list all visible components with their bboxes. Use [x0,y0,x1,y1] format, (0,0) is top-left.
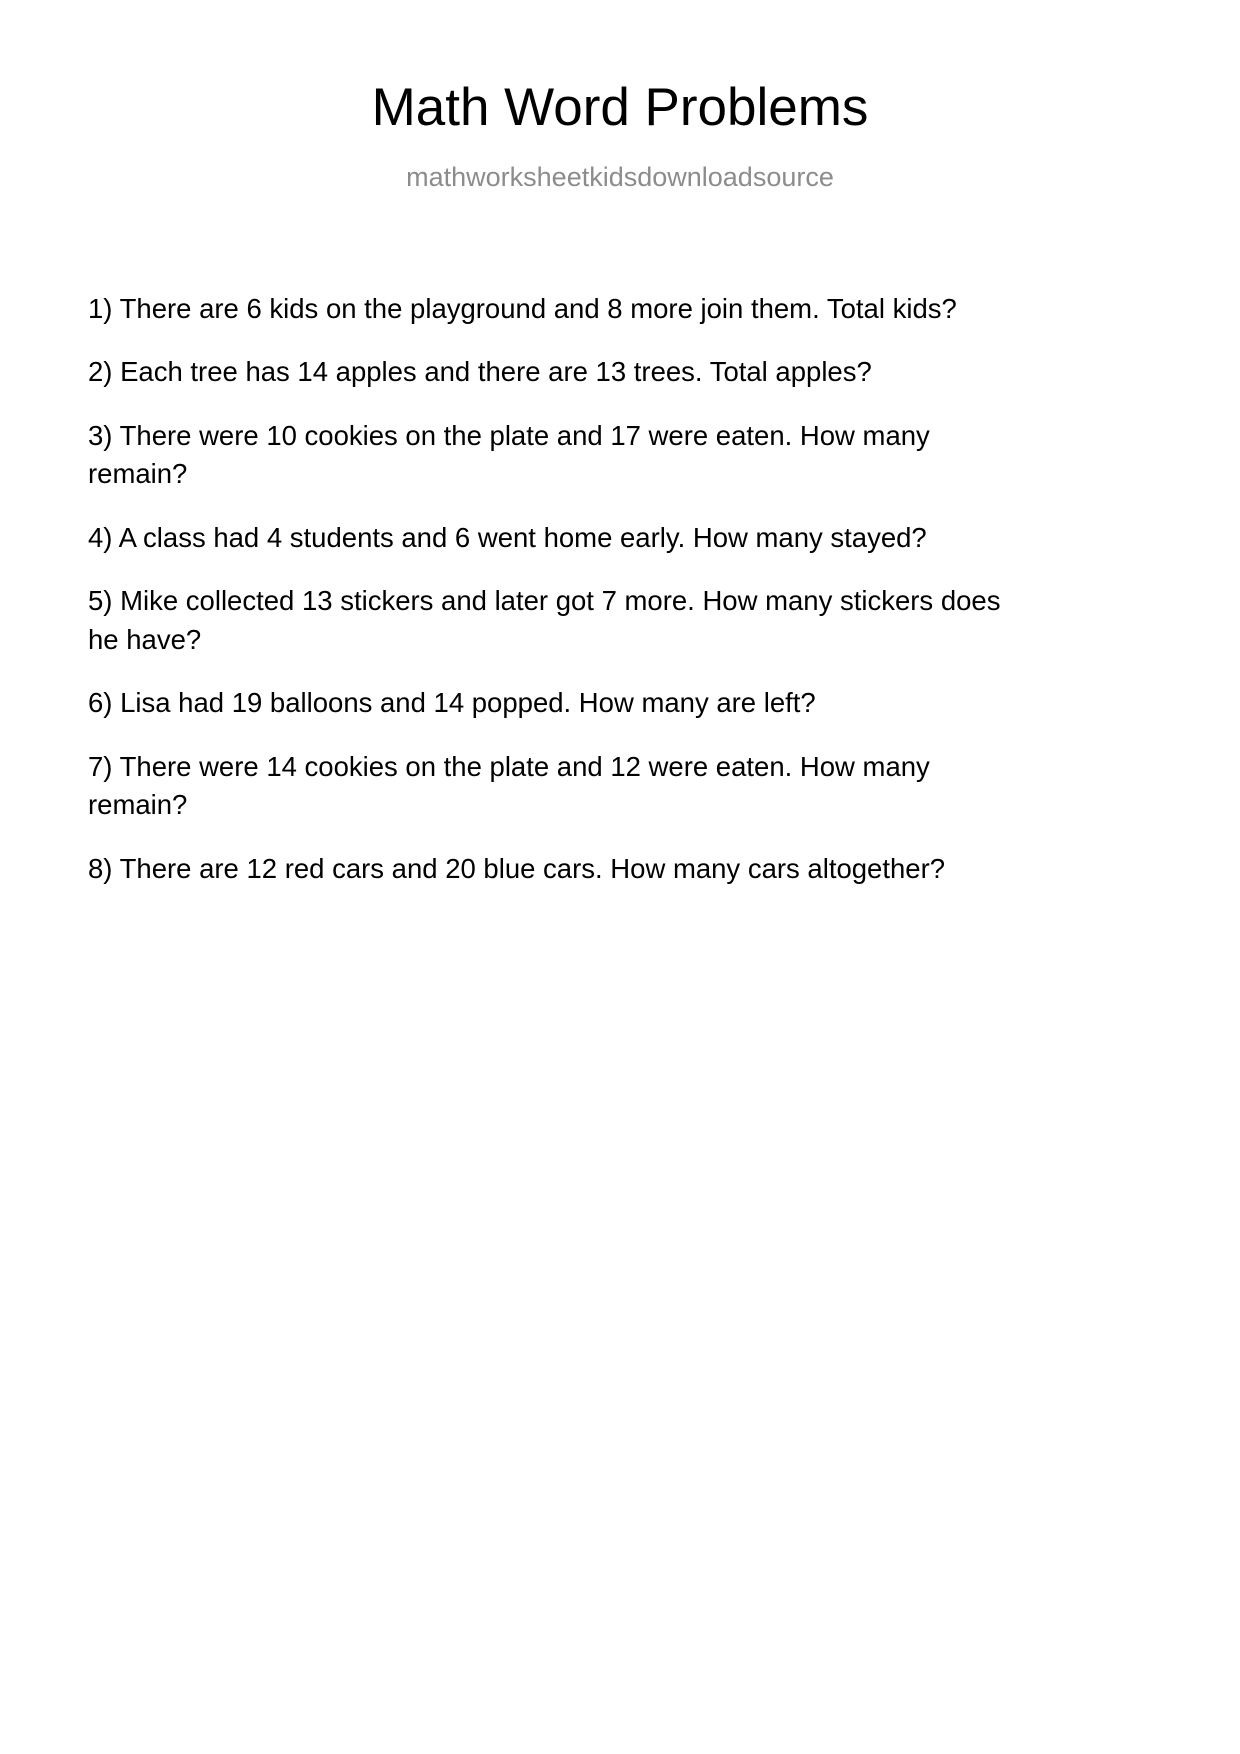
list-item: 2) Each tree has 14 apples and there are 13 trees. Total apples? [88,356,872,388]
page-title: Math Word Problems [371,78,869,137]
list-item: 3) There were 10 cookies on the plate and 17 were eaten. How many remain? [88,419,930,490]
page-subtitle: mathworksheetkidsdownloadsource [406,162,834,193]
problem-list [88,290,1002,889]
worksheet-header [0,0,1240,194]
list-item: 7) There were 14 cookies on the plate and 12 were eaten. How many remain? [88,750,930,821]
list-item: 5) Mike collected 13 stickers and later got 7 more. How many stickers does he have? [88,585,1001,655]
list-item: 1) There are 6 kids on the playground and 8 more join them. Total kids? [88,292,957,324]
list-item: 8) There are 12 red cars and 20 blue cars. How many cars altogether? [88,852,946,884]
list-item: 6) Lisa had 19 balloons and 14 popped. How many are left? [88,687,816,719]
list-item: 4) A class had 4 students and 6 went home early. How many stayed? [88,521,927,553]
